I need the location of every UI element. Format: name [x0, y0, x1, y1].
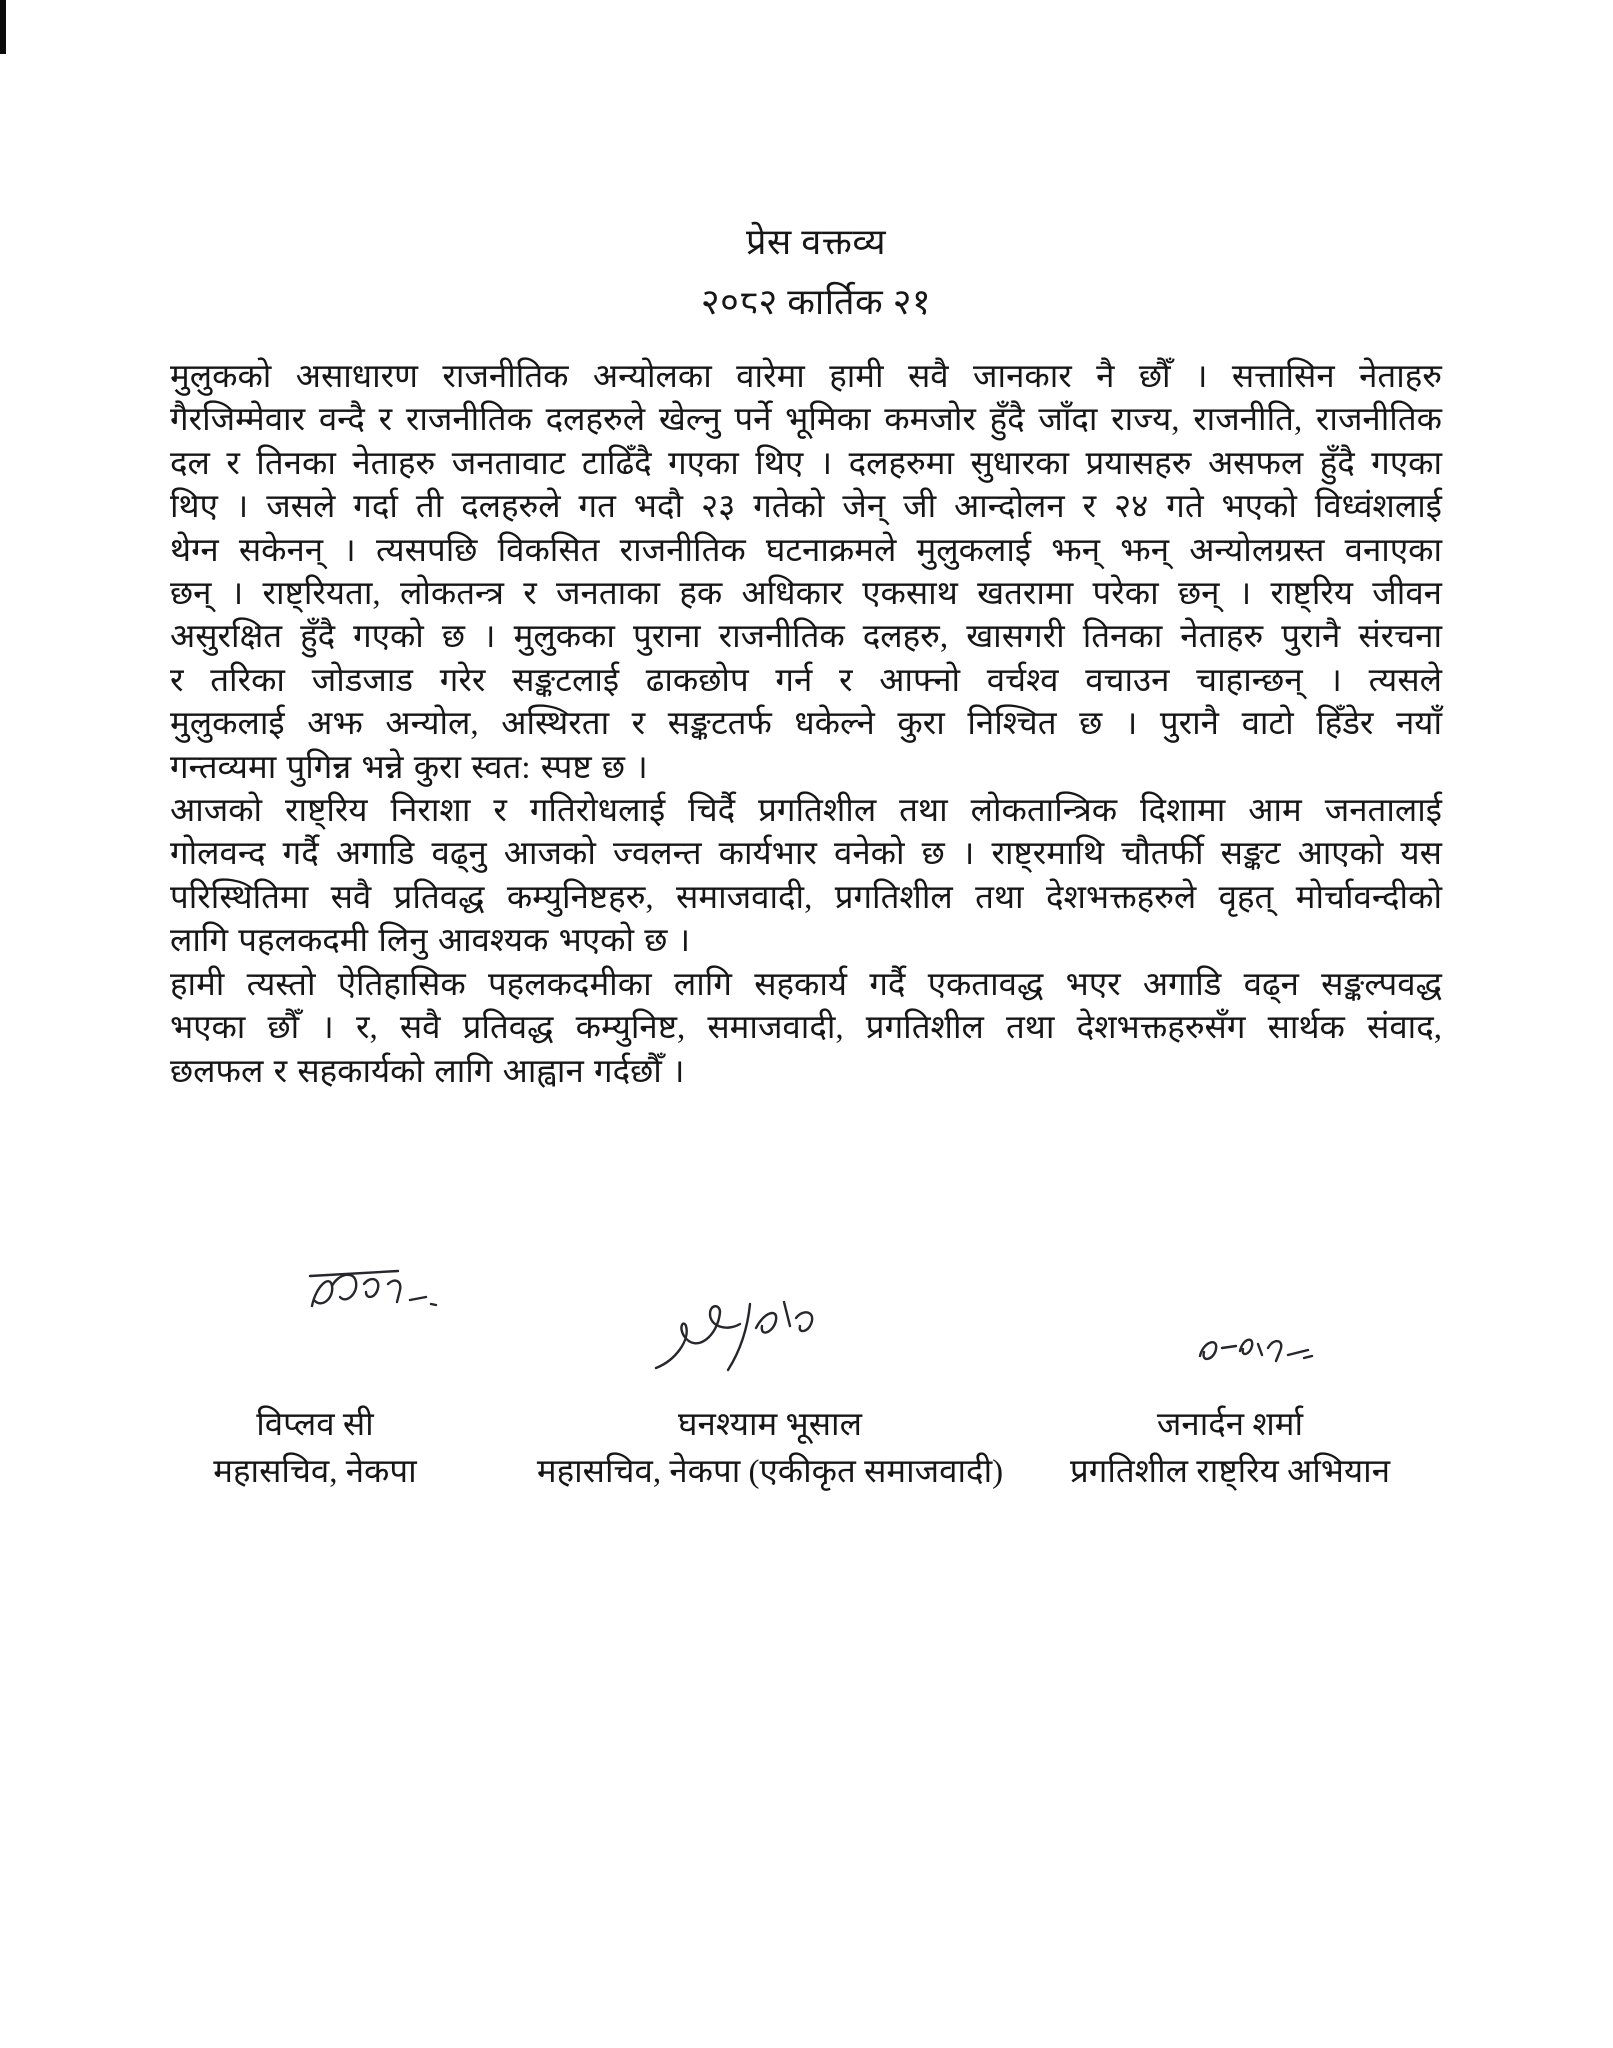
text-line: थिए । जसले गर्दा ती दलहरुले गत भदौ २३ गतेको जेन् जी आन्दोलन र २४ गते भएको विध्वंशलाई [170, 489, 1442, 526]
signatory-role: प्रगतिशील राष्ट्रिय अभियान [1069, 1454, 1391, 1490]
signatory-block-2 [520, 1402, 1020, 1496]
signatory-name: विप्लव सी [256, 1407, 374, 1443]
text-line: थेग्न सकेनन् । त्यसपछि विकसित राजनीतिक घटनाक्रमले मुलुकलाई झन् झन् अन्योलग्रस्त वनाएका [170, 532, 1442, 569]
document-body [170, 356, 1442, 1094]
signatory-block-1 [170, 1402, 460, 1496]
text-line: लागि पहलकदमी लिनु आवश्यक भएको छ । [170, 923, 691, 960]
text-line: छलफल र सहकार्यको लागि आह्वान गर्दछौँ । [170, 1053, 685, 1090]
text-line: गन्तव्यमा पुगिन्न भन्ने कुरा स्वत: स्पष्ट छ । [170, 749, 648, 786]
signatory-name: जनार्दन शर्मा [1156, 1407, 1304, 1443]
signatory-role: महासचिव, नेकपा [213, 1454, 417, 1490]
text-line: परिस्थितिमा सवै प्रतिवद्ध कम्युनिष्टहरु, समाजवादी, प्रगतिशील तथा देशभक्तहरुले वृहत् मोर्चावन्दीको [170, 879, 1442, 916]
text-line: भएका छौँ । र, सवै प्रतिवद्ध कम्युनिष्ट, समाजवादी, प्रगतिशील तथा देशभक्तहरुसँग सार्थक संवाद, [170, 1010, 1442, 1047]
text-line: हामी त्यस्तो ऐतिहासिक पहलकदमीका लागि सहकार्य गर्दै एकतावद्ध भएर अगाडि वढ्न सङ्कल्पवद्ध [170, 966, 1442, 1003]
page-title: प्रेस वक्तव्य [745, 222, 887, 262]
text-line: मुलुकलाई अझ अन्योल, अस्थिरता र सङ्कटतर्फ धकेल्ने कुरा निश्चित छ । पुरानै वाटो हिँडेर नयाँ [170, 706, 1442, 743]
signatory-block-3 [985, 1402, 1475, 1496]
text-line: दल र तिनका नेताहरु जनतावाट टाढिँदै गएका थिए । दलहरुमा सुधारका प्रयासहरु असफल हुँदै गएका [170, 445, 1442, 482]
text-line: गैरजिम्मेवार वन्दै र राजनीतिक दलहरुले खेल्नु पर्ने भूमिका कमजोर हुँदै जाँदा राज्य, राजनीति, राजनीतिक [170, 402, 1442, 439]
handwritten-signature-1-icon [300, 1252, 445, 1335]
text-line: छन् । राष्ट्रियता, लोकतन्त्र र जनताका हक अधिकार एकसाथ खतरामा परेका छन् । राष्ट्रिय जीवन [170, 576, 1442, 613]
text-line: मुलुकको असाधारण राजनीतिक अन्योलका वारेमा हामी सवै जानकार नै छौँ । सत्तासिन नेताहरु [170, 359, 1442, 395]
signatory-name: घनश्याम भूसाल [678, 1407, 862, 1443]
text-line: असुरक्षित हुँदै गएको छ । मुलुकका पुराना राजनीतिक दलहरु, खासगरी तिनका नेताहरु पुरानै संरचना [170, 619, 1442, 656]
text-line: र तरिका जोडजाड गरेर सङ्कटलाई ढाकछोप गर्न र आफ्नो वर्चश्व वचाउन चाहान्छन् । त्यसले [170, 662, 1442, 699]
paragraph [170, 964, 1442, 1094]
text-line: गोलवन्द गर्दै अगाडि वढ्नु आजको ज्वलन्त कार्यभार वनेको छ । राष्ट्रमाथि चौतर्फी सङ्कट आएको यस [170, 836, 1442, 873]
handwritten-signature-2-icon [648, 1296, 833, 1393]
date-line: २०८२ कार्तिक २१ [700, 282, 932, 322]
handwritten-signature-3-icon [1190, 1318, 1320, 1379]
title-block [170, 212, 1462, 332]
scan-edge-artifact [0, 0, 6, 54]
signatory-role: महासचिव, नेकपा (एकीकृत समाजवादी) [536, 1454, 1004, 1490]
paragraph [170, 790, 1442, 964]
paragraph [170, 356, 1442, 790]
text-line: आजको राष्ट्रिय निराशा र गतिरोधलाई चिर्दै प्रगतिशील तथा लोकतान्त्रिक दिशामा आम जनतालाई [170, 793, 1442, 830]
